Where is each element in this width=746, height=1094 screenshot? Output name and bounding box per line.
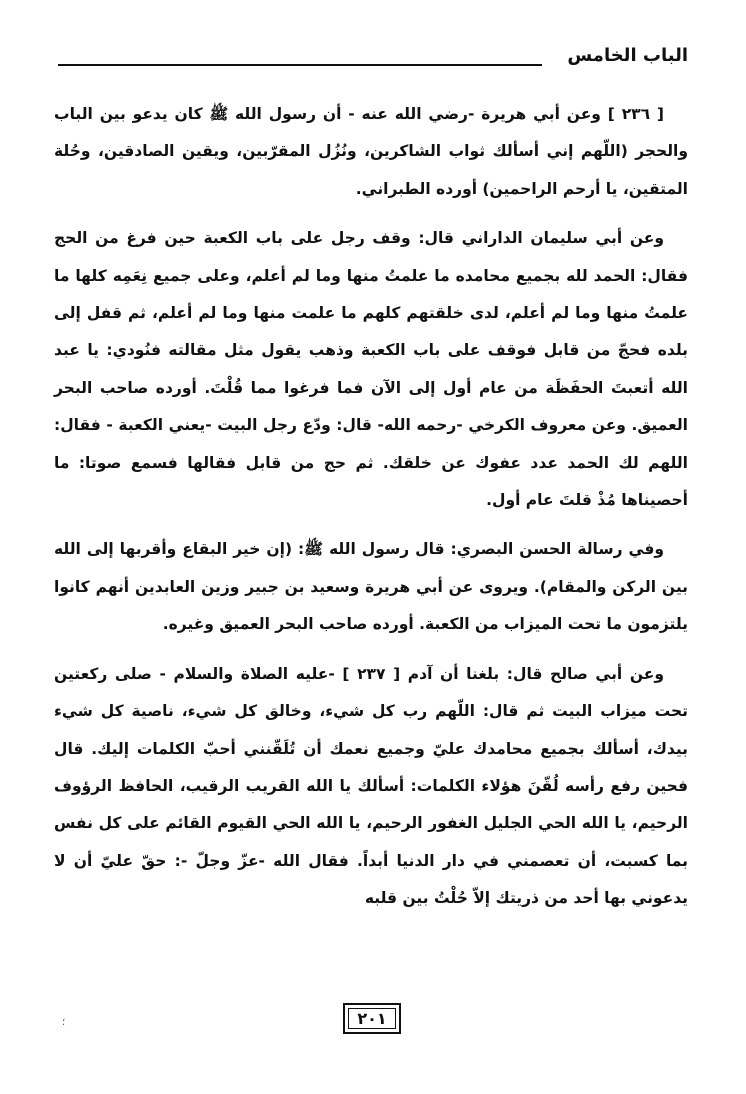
paragraph-hasan-basri: وفي رسالة الحسن البصري: قال رسول الله ﷺ: (إن خير البقاع وأقربها إلى الله بين الركن والمقام). ويروى عن أبي هريرة وسعيد بن جبير وزين العابدين أنهم كانوا يلتزمون ما تحت الميزاب من الكعبة. أورده صاحب البحر العميق وغيره. bbox=[54, 540, 688, 634]
margin-mark: ؛ bbox=[62, 1017, 66, 1028]
header-rule bbox=[58, 64, 542, 66]
body-text bbox=[54, 96, 688, 918]
paragraph-darani-narration: وعن أبي سليمان الداراني قال: وقف رجل على باب الكعبة حين فرغ من الحج فقال: الحمد لله بجميع محامده ما علمتُ منها وما لم أعلم، وعلى جميع نِعَمِه كلها ما علمتُ منها وما لم أعلم، لدى خلقتهم كلهم ما علمت منها وما لم أعلم، ثم قفل إلى بلده فحجّ من قابل فوقف على باب الكعبة وذهب يقول مثل مقالته فنُودي: يا عبد الله أتعبتَ الحفَظَة من عام أول إلى الآن فما فرغوا مما قُلْتَ. أورده صاحب البحر العميق. وعن معروف الكرخي -رحمه الله- قال: ودّع رجل البيت -يعني الكعبة - فقال: اللهم لك الحمد عدد عفوك عن خلقك. ثم حج من قابل فقالها فسمع صوتا: ما أحصيناها مُذْ قلتَ عام أول. bbox=[54, 229, 688, 510]
page-number-frame bbox=[343, 1003, 401, 1034]
paragraph-hadith-236: [ ٢٣٦ ] وعن أبي هريرة -رضي الله عنه - أن رسول الله ﷺ كان يدعو بين الباب والحجر (اللّهم إني أسألك ثواب الشاكرين، ونُزُل المقرّبين، ويقين الصادقين، وحُلة المتقين، يا أرحم الراحمين) أورده الطبراني. bbox=[54, 105, 688, 198]
running-header bbox=[58, 44, 688, 72]
page-number: ٢٠١ bbox=[357, 1009, 387, 1028]
paragraph-abu-salih: وعن أبي صالح قال: بلغنا أن آدم [ ٢٣٧ ] -عليه الصلاة والسلام - صلى ركعتين تحت ميزاب البيت ثم قال: اللّهم رب كل شيء، وخالق كل شيء، ناصية كل شيء بيدك، أسألك بجميع محامدك عليّ وجميع نعمك أن تُلَقّنني أحبّ الكلمات إليك. قال فحين رفع رأسه لُقّنَ هؤلاء الكلمات: أسألك يا الله القريب الرقيب، الحافظ الرؤوف الرحيم، يا الله الحي الجليل الغفور الرحيم، يا الله الحي القيوم القائم على كل نفس بما كسبت، أن تعصمني في دار الدنيا أبداً. فقال الله -عزّ وجلّ -: حقّ عليّ أن لا يدعوني بها أحد من ذريتك إلاّ حُلْتُ بين قلبه bbox=[54, 664, 688, 908]
chapter-title: الباب الخامس bbox=[567, 45, 688, 66]
